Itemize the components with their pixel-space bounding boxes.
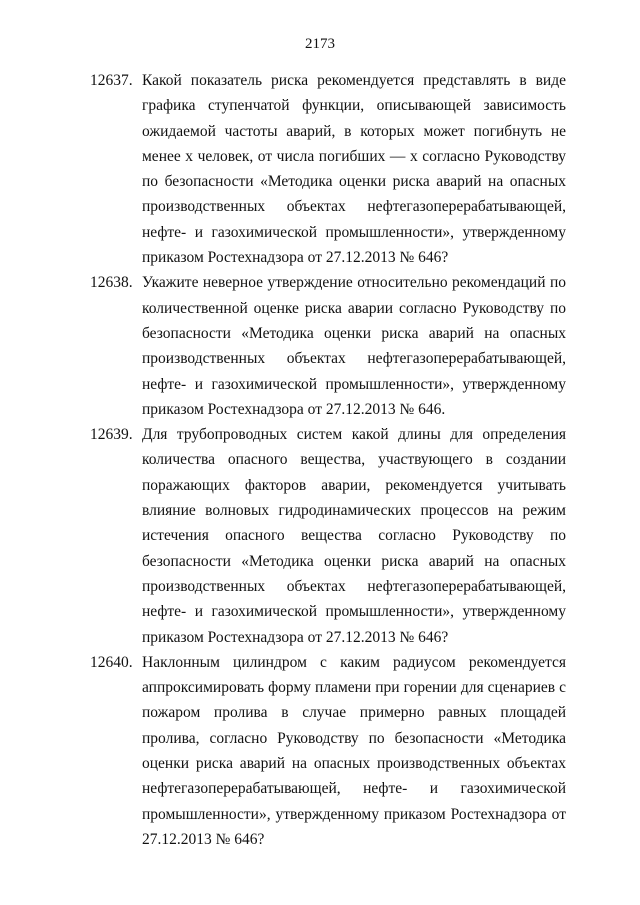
page-number: 2173	[305, 36, 335, 52]
question-item	[90, 270, 566, 422]
question-list	[90, 68, 566, 852]
question-item	[90, 422, 566, 650]
question-item	[90, 68, 566, 270]
question-text: Наклонным цилиндром с каким радиусом рекомендуется аппроксимировать форму пламени при горении для сценариев с пожаром пролива в случае примерно равных площадей пролива, согласно Руководству по безопасности «Методика оценки риска аварий на опасных производственных объектах нефтегазоперерабатывающей, нефте- и газохимической промышленности», утвержденному приказом Ростехнадзора от 27.12.2013 № 646?	[142, 653, 566, 848]
question-number: 12638.	[90, 274, 133, 292]
question-number: 12640.	[90, 653, 133, 671]
question-number: 12639.	[90, 426, 133, 444]
question-item	[90, 650, 566, 852]
question-number: 12637.	[90, 72, 133, 89]
question-text: Укажите неверное утверждение относительно рекомендаций по количественной оценке риска аварии согласно Руководству по безопасности «Методика оценки риска аварий на опасных производственных объектах нефтегазоперерабатывающей, нефте- и газохимической промышленности», утвержденному приказом Ростехнадзора от 27.12.2013 № 646.	[142, 274, 566, 418]
question-text: Для трубопроводных систем какой длины для определения количества опасного вещества, участвующего в создании поражающих факторов аварии, рекомендуется учитывать влияние волновых гидродинамических процессов на режим истечения опасного вещества согласно Руководству по безопасности «Методика оценки риска аварий на опасных производственных объектах нефтегазоперерабатывающей, нефте- и газохимической промышленности», утвержденному приказом Ростехнадзора от 27.12.2013 № 646?	[142, 426, 566, 646]
question-text: Какой показатель риска рекомендуется представлять в виде графика ступенчатой функции, описывающей зависимость ожидаемой частоты аварий, в которых может погибнуть не менее x человек, от числа погибших — x согласно Руководству по безопасности «Методика оценки риска аварий на опасных производственных объектах нефтегазоперерабатывающей, нефте- и газохимической промышленности», утвержденному приказом Ростехнадзора от 27.12.2013 № 646?	[142, 72, 566, 267]
